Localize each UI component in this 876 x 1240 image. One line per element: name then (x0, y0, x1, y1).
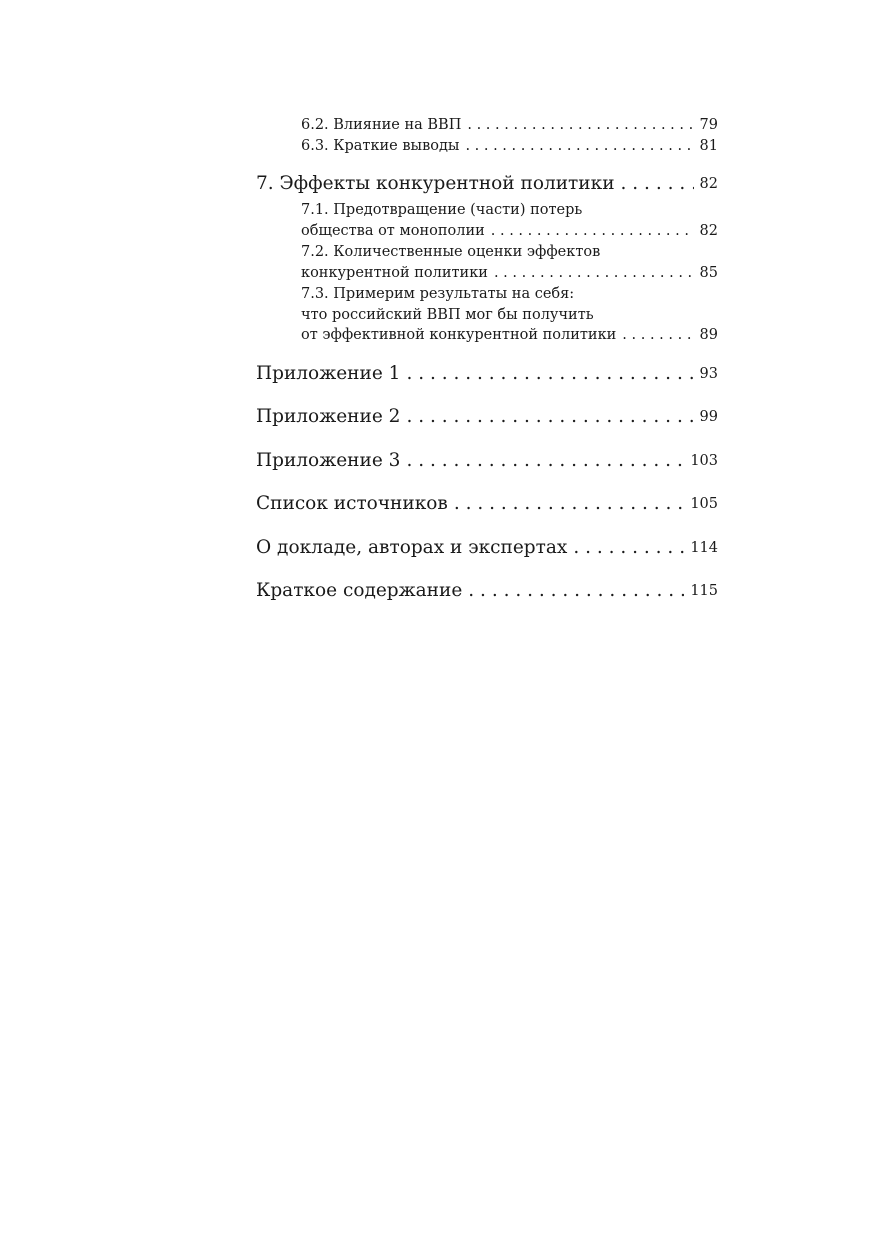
toc-page-number: 85 (699, 264, 718, 281)
toc-entry-title: Приложение 3 (256, 450, 401, 471)
toc-page-number: 114 (690, 540, 718, 556)
toc-entry-title-line-3: от эффективной конкурентной политики (301, 327, 617, 343)
dot-leader (454, 492, 684, 516)
toc-entry-title-line-2: общества от монополии (301, 222, 485, 239)
toc-entry-title-line-2: что российский ВВП мог бы получить (301, 306, 594, 323)
toc-page-number: 81 (699, 138, 718, 154)
dot-leader (468, 579, 684, 603)
toc-entry-appendix-3[interactable] (256, 449, 718, 473)
toc-entry-7-3[interactable] (301, 284, 718, 346)
toc-page-number: 99 (699, 409, 718, 425)
toc-page-number: 115 (690, 583, 718, 599)
toc-entry-6-2[interactable] (301, 115, 718, 136)
dot-leader (491, 221, 694, 242)
toc-entry-title: 6.3. Краткие выводы (301, 138, 460, 154)
toc-entry-title: О докладе, авторах и экспертах (256, 537, 568, 558)
toc-page-number: 82 (699, 222, 718, 239)
toc-page-number: 93 (699, 366, 718, 382)
dot-leader (406, 405, 693, 429)
toc-entry-7-1[interactable] (301, 200, 718, 241)
toc-entry-about[interactable] (256, 536, 718, 560)
toc-entry-title-line-2: конкурентной политики (301, 264, 488, 281)
toc-entry-title: Приложение 1 (256, 363, 401, 384)
toc-entry-6-3[interactable] (301, 136, 718, 157)
dot-leader (406, 449, 684, 473)
toc-entry-title-line-1: 7.3. Примерим результаты на себя: (301, 286, 575, 302)
toc-entry-sources[interactable] (256, 492, 718, 516)
dot-leader (573, 536, 684, 560)
toc-entry-appendix-2[interactable] (256, 405, 718, 429)
toc-entry-summary[interactable] (256, 579, 718, 603)
toc-entry-title: Краткое содержание (256, 580, 463, 601)
dot-leader (494, 263, 694, 284)
toc-entry-title: 7. Эффекты конкурентной политики (256, 173, 615, 194)
toc-page-number: 103 (690, 453, 718, 469)
toc-entry-title-line-1: 7.1. Предотвращение (части) потерь (301, 202, 583, 218)
dot-leader (622, 325, 693, 346)
dot-leader (621, 172, 694, 196)
toc-page-number: 89 (699, 327, 718, 343)
toc-entry-title: Приложение 2 (256, 406, 401, 427)
toc-entry-appendix-1[interactable] (256, 362, 718, 386)
toc-entry-title: 6.2. Влияние на ВВП (301, 117, 462, 133)
toc-entry-chapter-7[interactable] (256, 172, 718, 196)
dot-leader (465, 136, 693, 157)
toc-entry-7-2[interactable] (301, 242, 718, 283)
dot-leader (406, 362, 693, 386)
toc-page-number: 79 (699, 117, 718, 133)
toc-page-number: 82 (699, 176, 718, 192)
toc-entry-title: Список источников (256, 493, 448, 514)
toc-entry-title-line-1: 7.2. Количественные оценки эффектов (301, 244, 601, 260)
dot-leader (467, 115, 693, 136)
toc-page-number: 105 (690, 496, 718, 512)
